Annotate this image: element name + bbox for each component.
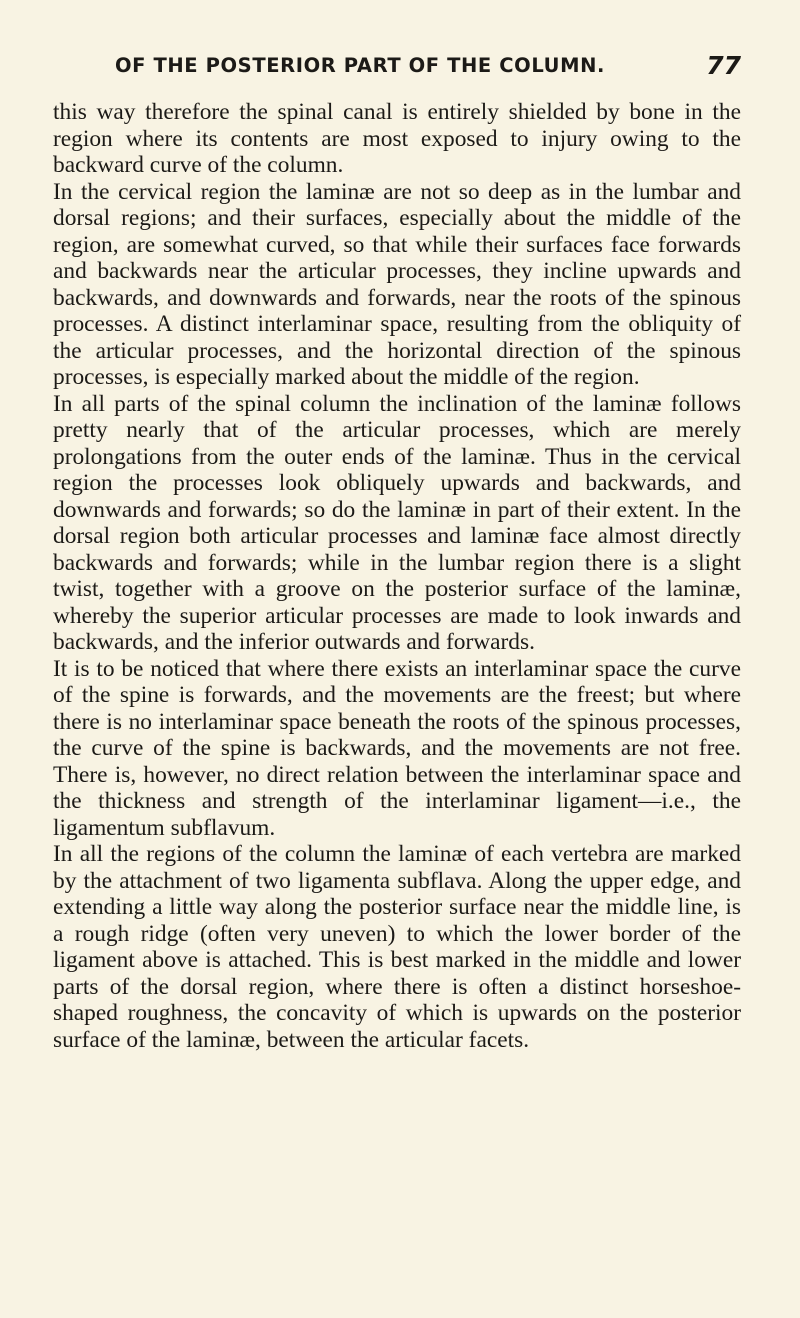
body-text <box>53 99 741 1053</box>
paragraph-cervical-laminae: In the cervical region the laminæ are not so deep as in the lumbar and dorsal regions; and their surfaces, especially about the middle of the region, are somewhat curved, so that while their surfaces face forwards and backwards near the articular processes, they incline upwards and backwards, and downwards and forwards, near the roots of the spinous processes. A distinct interlaminar space, resulting from the obliquity of the articular processes, and the horizontal direction of the spinous processes, is especially marked about the middle of the region. <box>53 178 741 390</box>
paragraph-laminae-inclination: In all parts of the spinal column the inclination of the laminæ follows pretty nearly that of the articular processes, which are merely prolongations from the outer ends of the laminæ. Thus in the cervical region the processes look obliquely upwards and backwards, and downwards and forwards; so do the laminæ in part of their extent. In the dorsal region both articular processes and laminæ face almost directly backwards and forwards; while in the lumbar region there is a slight twist, together with a groove on the posterior surface of the laminæ, whereby the superior articular processes are made to look inwards and backwards, and the inferior outwards and forwards. <box>53 390 741 655</box>
paragraph-continuation: this way therefore the spinal canal is entirely shielded by bone in the region where its contents are most exposed to injury owing to the backward curve of the column. <box>53 99 741 178</box>
paragraph-ligamenta-subflava: In all the regions of the column the laminæ of each vertebra are marked by the attachment of two ligamenta subflava. Along the upper edge, and extending a little way along the posterior surface near the middle line, is a rough ridge (often very uneven) to which the lower border of the ligament above is attached. This is best marked in the middle and lower parts of the dorsal region, where there is often a distinct horseshoe-shaped roughness, the concavity of which is upwards on the posterior surface of the laminæ, between the articular facets. <box>53 841 741 1053</box>
paragraph-interlaminar-space: It is to be noticed that where there exists an interlaminar space the curve of the spine is forwards, and the movements are the freest; but where there is no interlaminar space beneath the roots of the spinous processes, the curve of the spine is backwards, and the movements are not free. There is, however, no direct relation between the interlaminar space and the thickness and strength of the interlaminar ligament—i.e., the ligamentum subflavum. <box>53 655 741 841</box>
running-head <box>85 51 741 84</box>
running-head-title: OF THE POSTERIOR PART OF THE COLUMN. <box>115 54 606 77</box>
page-number: 77 <box>706 51 741 80</box>
